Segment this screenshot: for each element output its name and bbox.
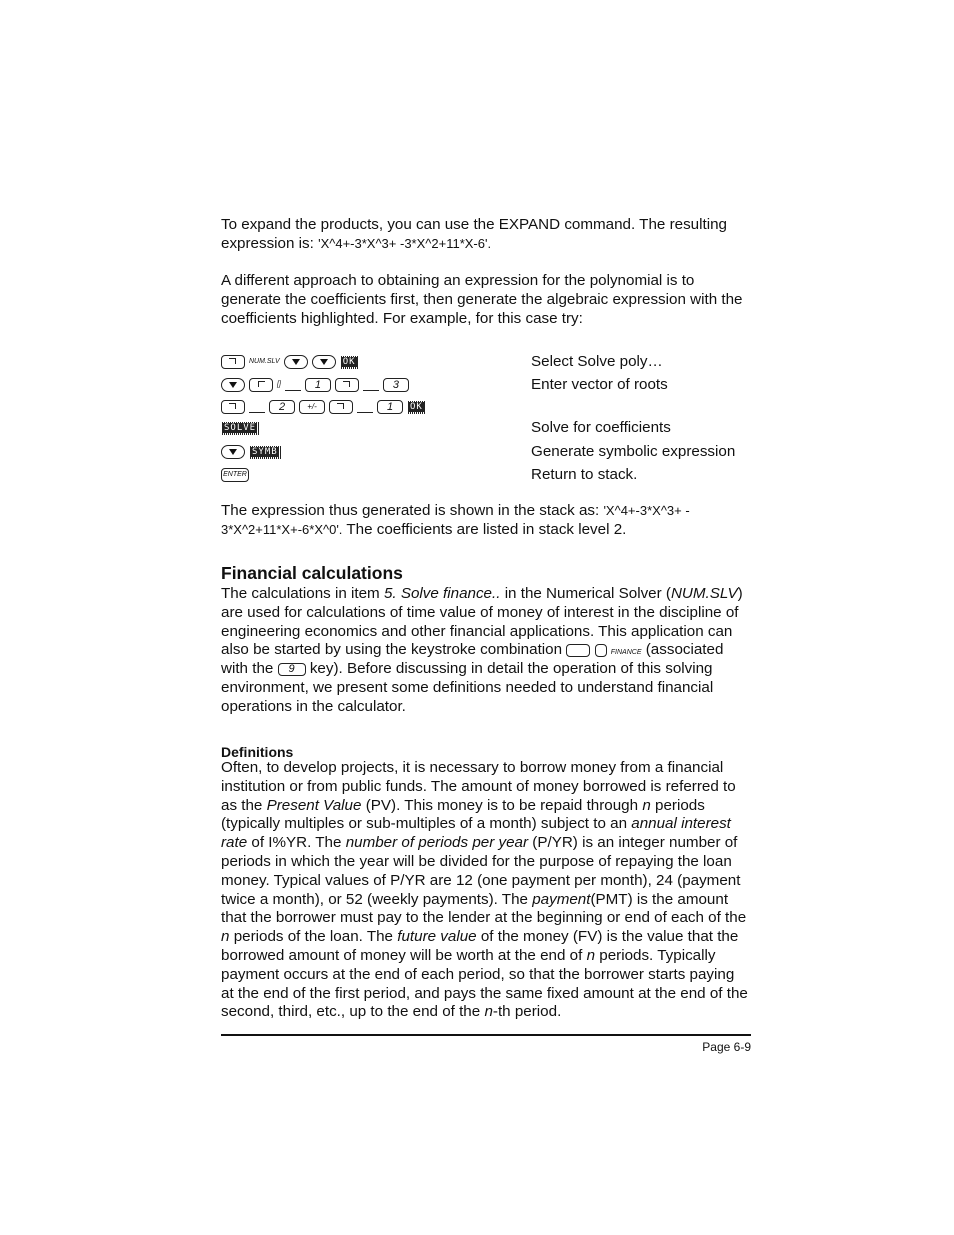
text: The calculations in item: [221, 585, 380, 602]
text: of the money (FV) is the value that the borrowed amount of money will be worth at the end of: [221, 928, 739, 964]
text: in the Numerical Solver (: [504, 585, 671, 602]
text: (PV). This money is to be repaid through: [365, 796, 639, 814]
keystroke-description: Select Solve poly…: [531, 353, 663, 370]
text: (P/YR) is an integer number of periods in which the year will be divided for the purpose of repaying the loan money. Typical values of P/YR are 12 (one payment per month), 24 (payment twice a month), or 52 (weekly payments). The: [221, 834, 741, 908]
keystroke-row-6: [221, 465, 751, 485]
sign-change-key: +/-: [299, 400, 325, 414]
number-key: 3: [383, 378, 409, 392]
keystroke-description: Return to stack.: [531, 466, 638, 483]
right-shift-key-icon: [221, 400, 245, 414]
result-paragraph: [221, 502, 751, 540]
keystroke-sequence: [221, 465, 249, 485]
down-arrow-key-icon: [221, 445, 245, 459]
text: periods (typically multiples or sub-multiples of a month) subject to an: [221, 796, 705, 833]
bracket-label: []: [277, 381, 281, 388]
intro-paragraph-2: A different approach to obtaining an expression for the polynomial is to generate the coefficients first, then generate the algebraic expression with the coefficients highlighted. For example, for this case try:: [221, 272, 743, 327]
definitions-paragraph: [221, 759, 751, 1022]
text: ) are used for calculations of time value of money of interest in the discipline of engineering economics and other financial applications. This application can also be started by using the keystroke combination: [221, 585, 743, 659]
text: future value: [397, 928, 477, 946]
result-text: The expression thus generated is shown in the stack as:: [221, 502, 600, 519]
text: Often, to develop projects, it is necessary to borrow money from a financial institution or from public funds. The amount of money borrowed is referred to as the: [221, 759, 736, 814]
keystroke-description: Enter vector of roots: [531, 376, 668, 393]
num-slv-label: NUM.SLV: [249, 358, 280, 365]
down-arrow-key-icon: [221, 378, 245, 392]
text: n: [586, 946, 596, 964]
result-text: The coefficients are listed in stack level 2.: [346, 520, 627, 538]
keystroke-description: Generate symbolic expression: [531, 443, 736, 460]
comma-key-icon: [363, 380, 379, 391]
text: n: [221, 928, 230, 946]
keystroke-row-3: [221, 397, 751, 417]
result-code: 3*X^2+11*X+-6*X^0'.: [221, 521, 343, 537]
text: periods. Typically payment occurs at the end of each period, so that the borrower starts paying at the end of the first period, and pays the same fixed amount at the end of the second, third, etc., up to the end of the: [221, 946, 748, 1021]
down-arrow-key-icon: [312, 355, 336, 369]
ok-softkey: OK: [340, 356, 359, 369]
ok-softkey: OK: [407, 401, 426, 414]
left-shift-key-icon: [566, 644, 590, 657]
nine-key: 9: [278, 663, 306, 676]
keystroke-sequence: [221, 442, 281, 462]
expression-code: 'X^4+-3*X^3+ -3*X^2+11*X-6'.: [318, 235, 492, 251]
text: periods of the loan. The: [233, 928, 393, 946]
keystroke-description: Solve for coefficients: [531, 419, 671, 436]
right-shift-key-icon: [221, 355, 245, 369]
finance-label: FINANCE: [610, 649, 642, 657]
dollar-key-icon: [595, 644, 607, 657]
intro-text: To expand the products, you can use the EXPAND command. The resulting expression is:: [221, 216, 727, 252]
enter-key: ENTER: [221, 468, 249, 482]
keystroke-row-2: [221, 375, 751, 395]
number-key: 2: [269, 400, 295, 414]
text: number of periods per year: [345, 834, 529, 852]
text: 5. Solve finance..: [383, 585, 501, 602]
text: of I%YR. The: [251, 834, 342, 852]
left-shift-key-icon: [249, 378, 273, 392]
text: (associated with the: [221, 641, 724, 678]
down-arrow-key-icon: [284, 355, 308, 369]
intro-paragraph-1: [221, 216, 751, 254]
text: Present Value: [266, 796, 362, 814]
text: annual interest rate: [221, 815, 731, 852]
blank-line-icon: [285, 380, 301, 391]
text: (PMT) is the amount that the borrower must pay to the lender at the beginning or end of each of the: [221, 890, 747, 927]
right-shift-key-icon: [329, 400, 353, 414]
text: NUM.SLV: [670, 585, 738, 602]
keystroke-sequence: [221, 375, 409, 395]
financial-paragraph: [221, 585, 751, 717]
solve-softkey: SOLVE: [221, 422, 259, 435]
keystroke-sequence: [221, 352, 359, 372]
keystroke-row-4: [221, 418, 751, 438]
keystroke-sequence: [221, 397, 426, 417]
subsection-heading: Definitions: [221, 744, 294, 760]
number-key: 1: [377, 400, 403, 414]
page-number: Page 6-9: [702, 1040, 751, 1054]
text: n: [484, 1003, 493, 1021]
symb-softkey: SYMB: [249, 446, 281, 459]
footer-divider: [221, 1034, 751, 1036]
section-heading: Financial calculations: [221, 563, 403, 583]
right-shift-key-icon: [335, 378, 359, 392]
keystroke-row-1: [221, 352, 751, 372]
text: key). Before discussing in detail the operation of this solving environment, we present some definitions needed to understand financial operations in the calculator.: [221, 660, 714, 715]
comma-key-icon: [357, 402, 373, 413]
keystroke-row-5: [221, 442, 751, 462]
text: payment: [532, 890, 591, 908]
text: n: [642, 796, 651, 814]
number-key: 1: [305, 378, 331, 392]
text: -th period.: [492, 1003, 562, 1021]
keystroke-sequence: [221, 418, 259, 438]
result-code: 'X^4+-3*X^3+ -: [603, 503, 690, 518]
comma-key-icon: [249, 402, 265, 413]
